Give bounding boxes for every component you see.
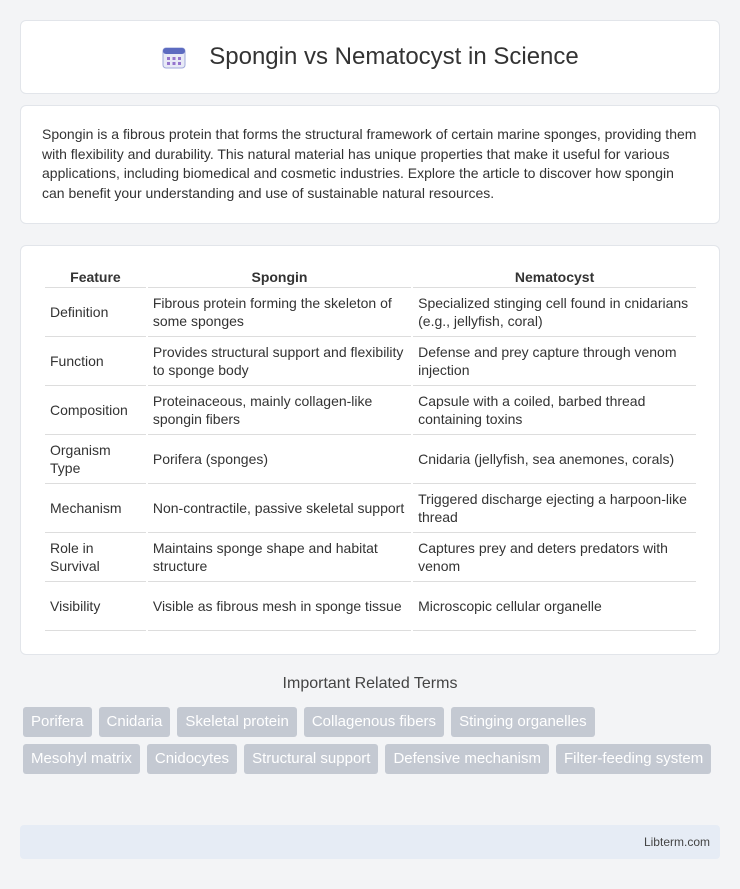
comparison-table bbox=[43, 266, 698, 631]
header-card bbox=[20, 20, 720, 94]
tag-skeletal-protein[interactable]: Skeletal protein bbox=[177, 707, 296, 737]
row-nematocyst: Defense and prey capture through venom injection bbox=[413, 337, 696, 386]
intro-card bbox=[20, 105, 720, 224]
row-spongin: Visible as fibrous mesh in sponge tissue bbox=[148, 582, 411, 631]
tag-filter-feeding-system[interactable]: Filter-feeding system bbox=[556, 744, 711, 774]
related-tags bbox=[23, 707, 723, 781]
tag-collagenous-fibers[interactable]: Collagenous fibers bbox=[304, 707, 444, 737]
footer bbox=[20, 825, 720, 859]
tag-mesohyl-matrix[interactable]: Mesohyl matrix bbox=[23, 744, 140, 774]
header-spongin: Spongin bbox=[148, 266, 411, 288]
tag-porifera[interactable]: Porifera bbox=[23, 707, 92, 737]
row-spongin: Fibrous protein forming the skeleton of some sponges bbox=[148, 288, 411, 337]
calendar-icon bbox=[161, 44, 187, 70]
related-terms-title: Important Related Terms bbox=[282, 675, 458, 692]
row-feature: Visibility bbox=[45, 582, 146, 631]
table-row bbox=[45, 484, 696, 533]
tag-cnidocytes[interactable]: Cnidocytes bbox=[147, 744, 237, 774]
tag-cnidaria[interactable]: Cnidaria bbox=[99, 707, 171, 737]
header-feature: Feature bbox=[45, 266, 146, 288]
table-row bbox=[45, 582, 696, 631]
table-row bbox=[45, 386, 696, 435]
tag-stinging-organelles[interactable]: Stinging organelles bbox=[451, 707, 595, 737]
row-nematocyst: Capsule with a coiled, barbed thread containing toxins bbox=[413, 386, 696, 435]
row-nematocyst: Cnidaria (jellyfish, sea anemones, corals) bbox=[413, 435, 696, 484]
table-row bbox=[45, 435, 696, 484]
tag-structural-support[interactable]: Structural support bbox=[244, 744, 378, 774]
row-spongin: Non-contractile, passive skeletal support bbox=[148, 484, 411, 533]
row-spongin: Porifera (sponges) bbox=[148, 435, 411, 484]
page-title: Spongin vs Nematocyst in Science bbox=[209, 43, 579, 70]
table-row bbox=[45, 533, 696, 582]
row-nematocyst: Captures prey and deters predators with venom bbox=[413, 533, 696, 582]
header-nematocyst: Nematocyst bbox=[413, 266, 696, 288]
row-feature: Role in Survival bbox=[45, 533, 146, 582]
row-feature: Mechanism bbox=[45, 484, 146, 533]
tag-defensive-mechanism[interactable]: Defensive mechanism bbox=[385, 744, 549, 774]
table-header-row bbox=[45, 266, 696, 288]
row-nematocyst: Microscopic cellular organelle bbox=[413, 582, 696, 631]
row-feature: Composition bbox=[45, 386, 146, 435]
comparison-table-card bbox=[20, 245, 720, 655]
row-feature: Function bbox=[45, 337, 146, 386]
table-row bbox=[45, 337, 696, 386]
row-feature: Definition bbox=[45, 288, 146, 337]
row-nematocyst: Specialized stinging cell found in cnidarians (e.g., jellyfish, coral) bbox=[413, 288, 696, 337]
table-row bbox=[45, 288, 696, 337]
row-spongin: Maintains sponge shape and habitat structure bbox=[148, 533, 411, 582]
row-spongin: Provides structural support and flexibility to sponge body bbox=[148, 337, 411, 386]
footer-site-link[interactable]: Libterm.com bbox=[643, 835, 710, 849]
row-feature: Organism Type bbox=[45, 435, 146, 484]
intro-text: Spongin is a fibrous protein that forms the structural framework of certain marine sponges, providing them with flexibility and durability. This natural material has unique properties that make it useful for various applications, including biomedical and cosmetic industries. Explore the article to discover how spongin can benefit your understanding and use of sustainable natural resources. bbox=[42, 126, 697, 201]
row-nematocyst: Triggered discharge ejecting a harpoon-like thread bbox=[413, 484, 696, 533]
row-spongin: Proteinaceous, mainly collagen-like spongin fibers bbox=[148, 386, 411, 435]
